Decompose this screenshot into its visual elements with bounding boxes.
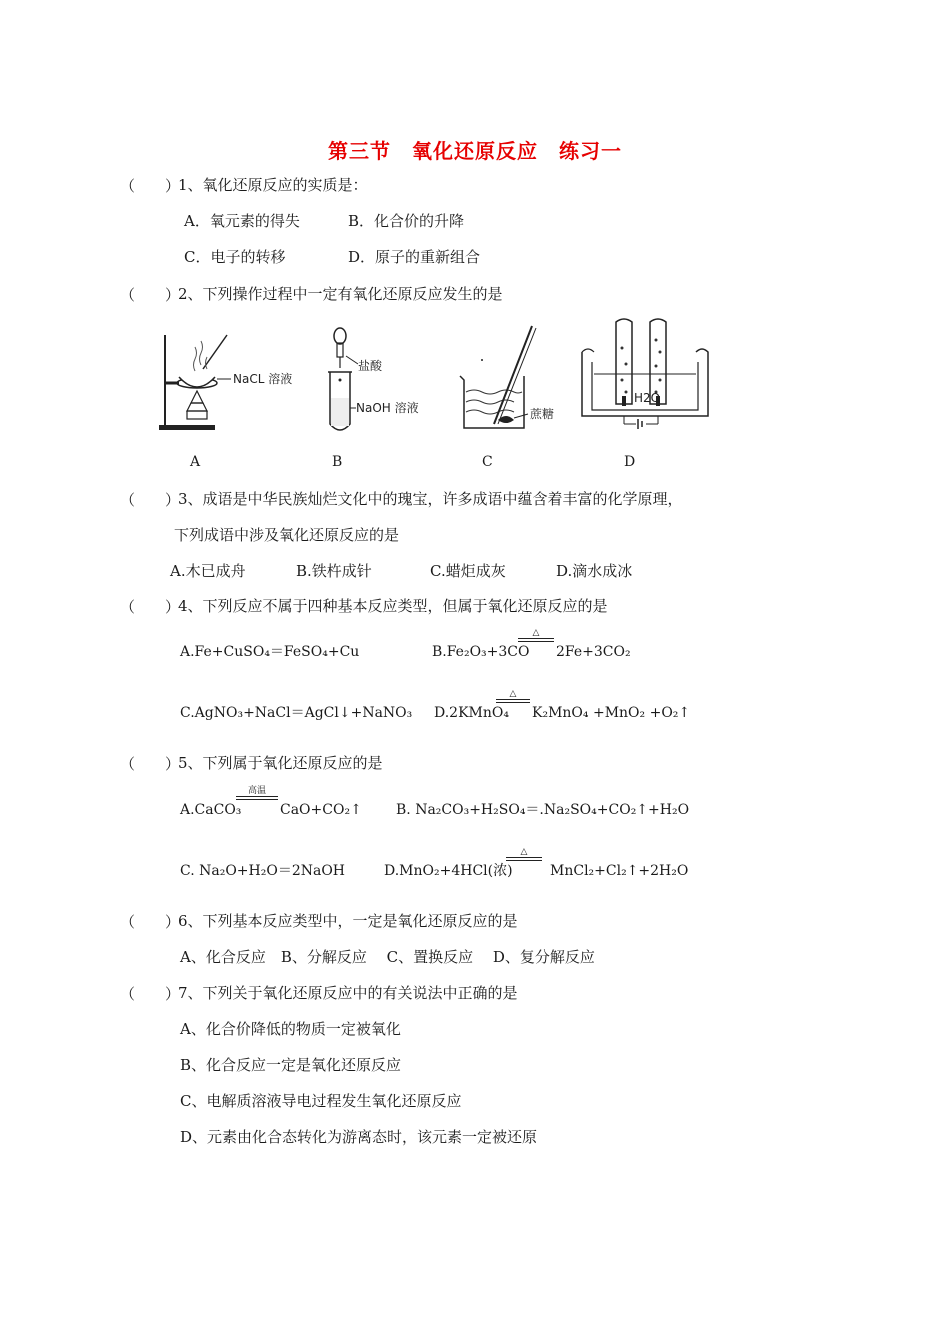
q3-stem: 3、成语是中华民族灿烂文化中的瑰宝，许多成语中蕴含着丰富的化学原理， (178, 490, 683, 508)
q5-option-a-left: A.CaCO₃ (180, 802, 242, 818)
q7-option-c: C、电解质溶液导电过程发生氧化还原反应 (180, 1092, 462, 1110)
q7-stem: 7、下列关于氧化还原反应中的有关说法中正确的是 (178, 984, 518, 1002)
heat-symbol: △ (520, 847, 528, 857)
q5-stem: 5、下列属于氧化还原反应的是 (178, 754, 383, 772)
figure-a-label: NaCL 溶液 (233, 372, 293, 386)
q3-answer-blank[interactable]: （ ） (120, 491, 181, 509)
q2-answer-blank[interactable]: （ ） (120, 286, 181, 304)
q4-option-d-right: K₂MnO₄ +MnO₂ +O₂↑ (532, 705, 691, 721)
figure-a-evaporation (155, 325, 305, 435)
q6-answer-blank[interactable]: （ ） (120, 913, 181, 931)
q3-option-d: D.滴水成冰 (556, 562, 633, 580)
q4-stem: 4、下列反应不属于四种基本反应类型，但属于氧化还原反应的是 (178, 597, 608, 615)
q4-option-d-left: D.2KMnO₄ (434, 705, 509, 721)
heat-symbol: △ (509, 689, 517, 699)
figure-b-titration (322, 326, 437, 436)
q3-option-a: A.木已成舟 (170, 562, 246, 580)
q5-option-b: B. Na₂CO₃+H₂SO₄＝.Na₂SO₄+CO₂↑+H₂O (396, 802, 690, 818)
q2-option-b: B (332, 454, 343, 470)
q5-option-c: C. Na₂O+H₂O＝2NaOH (180, 863, 346, 879)
figure-c-dissolving (454, 320, 569, 435)
q2-stem: 2、下列操作过程中一定有氧化还原反应发生的是 (178, 285, 503, 303)
q3-stem-2: 下列成语中涉及氧化还原反应的是 (174, 526, 400, 544)
q5-option-a-condition (236, 786, 278, 800)
q2-option-c: C (482, 454, 493, 470)
q6-options: A、化合反应 B、分解反应 C、置换反应 D、复分解反应 (180, 948, 595, 966)
q4-option-d-condition (496, 689, 530, 703)
q5-option-d-left: D.MnO₂+4HCl(浓) (384, 863, 513, 879)
q1-option-a: A．氧元素的得失 (184, 212, 300, 230)
q5-option-d-right: MnCl₂+Cl₂↑+2H₂O (550, 863, 689, 879)
figure-b-label-acid: 盐酸 (358, 359, 383, 373)
q4-option-c: C.AgNO₃+NaCl＝AgCl↓+NaNO₃ (180, 705, 413, 721)
q7-answer-blank[interactable]: （ ） (120, 985, 181, 1003)
figure-c-label: 蔗糖 (530, 407, 555, 421)
q7-option-d: D、元素由化合态转化为游离态时，该元素一定被还原 (180, 1128, 538, 1146)
q6-stem: 6、下列基本反应类型中，一定是氧化还原反应的是 (178, 912, 518, 930)
q4-answer-blank[interactable]: （ ） (120, 598, 181, 616)
q7-option-a: A、化合价降低的物质一定被氧化 (180, 1020, 401, 1038)
q1-stem: 1、氧化还原反应的实质是： (178, 176, 368, 194)
page-title: 第三节 氧化还原反应 练习一 (328, 139, 622, 163)
q4-option-a: A.Fe+CuSO₄＝FeSO₄+Cu (180, 644, 360, 660)
q5-answer-blank[interactable]: （ ） (120, 755, 181, 773)
q5-option-a-right: CaO+CO₂↑ (280, 802, 362, 818)
heat-symbol: △ (532, 628, 540, 638)
q2-option-a: A (190, 454, 201, 470)
q4-option-b-right: 2Fe+3CO₂ (556, 644, 631, 660)
figure-d-label: H2O (634, 391, 661, 405)
q7-option-b: B、化合反应一定是氧化还原反应 (180, 1056, 402, 1074)
q5-option-d-condition (506, 847, 542, 861)
q1-answer-blank[interactable]: （ ） (120, 177, 181, 195)
q3-option-b: B.铁杵成针 (296, 562, 372, 580)
q1-option-d: D．原子的重新组合 (348, 248, 481, 266)
high-temp-label: 高温 (247, 786, 266, 796)
figure-b-label-base: NaOH 溶液 (356, 401, 419, 415)
q1-option-b: B．化合价的升降 (348, 212, 465, 230)
q4-option-b-condition (518, 628, 554, 642)
q1-option-c: C．电子的转移 (184, 248, 286, 266)
q3-option-c: C.蜡炬成灰 (430, 562, 506, 580)
q2-option-d: D (624, 454, 636, 470)
figure-d-electrolysis (578, 318, 713, 433)
q4-option-b-left: B.Fe₂O₃+3CO (432, 644, 530, 660)
